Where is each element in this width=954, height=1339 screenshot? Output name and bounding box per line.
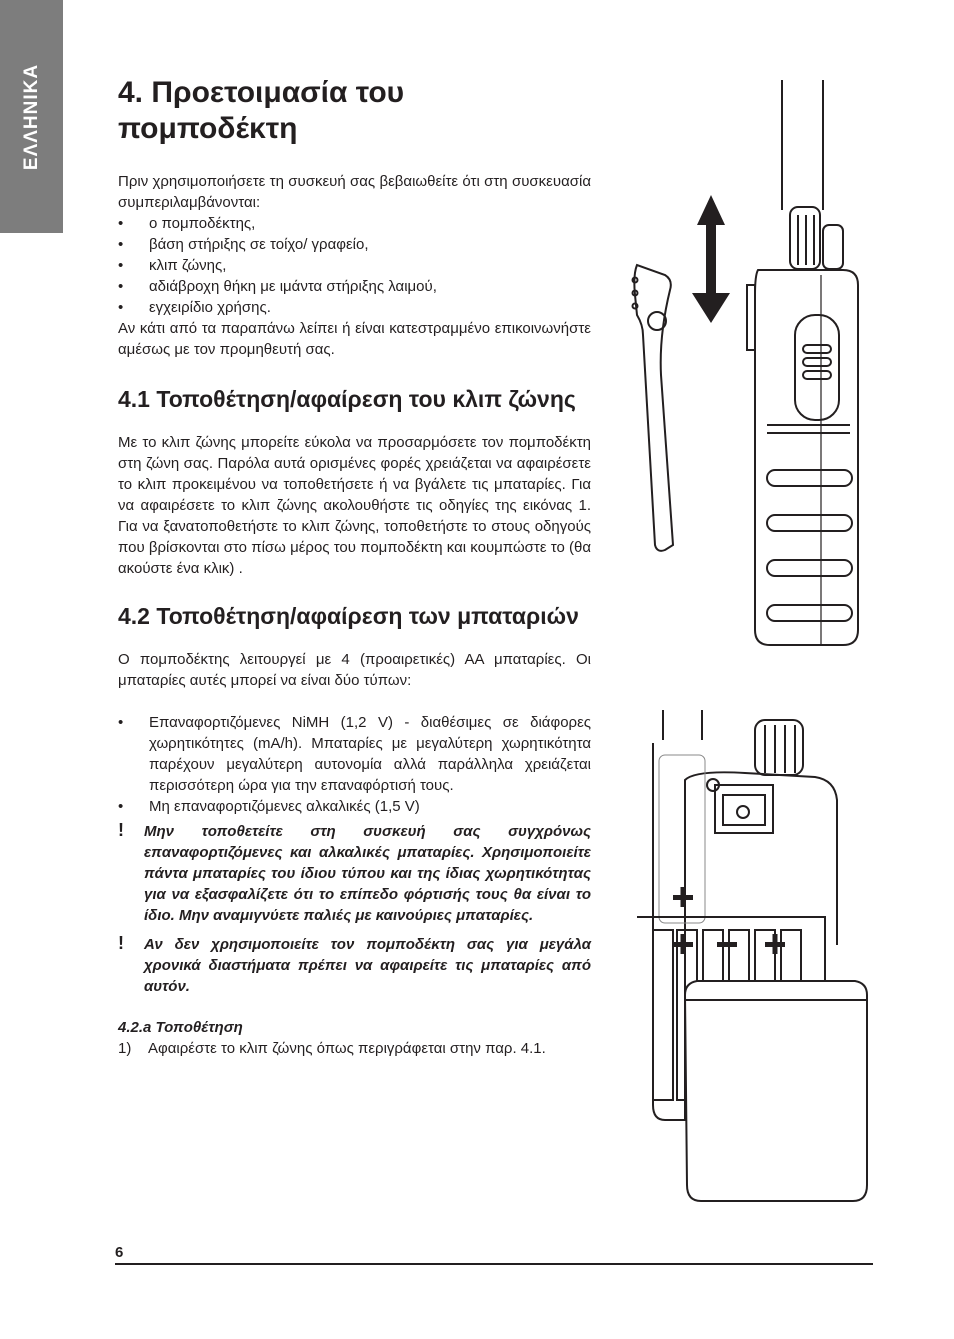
section-42-heading: 4.2 Τοποθέτηση/αφαίρεση των μπαταριών — [118, 603, 579, 629]
list-item: • αδιάβροχη θήκη με ιμάντα στήριξης λαιμού, — [118, 276, 591, 297]
warning-text: Αν δεν χρησιμοποιείτε τον πομποδέκτη σας για μεγάλα χρονικά διαστήματα πρέπει να αφαιρείτε τις μπαταρίες από αυτόν. — [144, 936, 591, 995]
list-item: • εγχειρίδιο χρήσης. — [118, 297, 591, 318]
battery-compartment-illustration — [625, 705, 885, 1210]
step-text: Αφαιρέστε το κλιπ ζώνης όπως περιγράφεται στην παρ. 4.1. — [148, 1040, 546, 1057]
list-item: • βάση στήριξης σε τοίχο/ γραφείο, — [118, 234, 591, 255]
section-41-body: Με το κλιπ ζώνης μπορείτε εύκολα να προσαρμόσετε τον πομποδέκτη στη ζώνη σας. Παρόλα αυτά ορισμένες φορές χρειάζεται να αφαιρέσετε το κλιπ προκειμένου να τοποθετήσετε ή να βγάλετε τις μπαταρίες. Για να αφαιρέσετε το κλιπ ζώνης ακολουθήστε τις οδηγίες της εικόνας 1. Για να ξανατοποθετήστε το κλιπ ζώνης, τοποθετήστε το στους οδηγούς που βρίσκονται στο πίσω μέρος του πομποδέκτη και κουμπώστε το (θα ακούστε ένα κλικ) . — [118, 434, 591, 577]
section-41-heading: 4.1 Τοποθέτηση/αφαίρεση του κλιπ ζώνης — [118, 386, 576, 412]
language-tab — [0, 0, 63, 233]
intro-paragraph: Πριν χρησιμοποιήσετε τη συσκευή σας βεβαιωθείτε ότι στη συσκευασία συμπεριλαμβάνονται: — [118, 173, 591, 211]
warning-icon: ! — [118, 820, 124, 840]
page-number: 6 — [115, 1244, 124, 1261]
installation-steps — [118, 1038, 591, 1059]
warning-mixing-batteries — [118, 821, 591, 926]
belt-clip-illustration — [625, 75, 885, 655]
battery-types-list — [118, 712, 591, 817]
list-item: • ο πομποδέκτης, — [118, 213, 591, 234]
list-item — [118, 1038, 591, 1059]
footer-divider — [115, 1263, 873, 1265]
list-item: • Επαναφορτιζόμενες NiMH (1,2 V) - διαθέσιμες σε διάφορες χωρητικότητες (mA/h). Μπαταρίες με μεγαλύτερη χωρητικότητα παρέχουν μεγαλύτερη αυτονομία αλλά παράλληλα χρειάζεται περισσότερη ώρα για την επαναφόρτισή τους. — [118, 712, 591, 796]
page-title: 4. Προετοιμασία του πομποδέκτη — [118, 76, 405, 145]
warning-text: Μην τοποθετείτε στη συσκευή σας συγχρόνως επαναφορτιζόμενες και αλκαλικές μπαταρίες. Χρησιμοποιείτε πάντα μπαταρίες του ίδιου τύπου και της ίδιας χωρητικότητας για να εξασφαλίζετε ότι το επίπεδο φόρτισής τους θα είναι το ίδιο. Μην αναμιγνύετε παλιές με καινούριες μπαταρίες. — [144, 823, 591, 924]
warning-remove-batteries — [118, 934, 591, 997]
list-item: • Μη επαναφορτιζόμενες αλκαλικές (1,5 V) — [118, 796, 591, 817]
step-number: 1) — [118, 1040, 132, 1057]
package-contents-list — [118, 213, 591, 318]
main-content — [118, 75, 591, 1059]
subsection-heading: 4.2.a Τοποθέτηση — [118, 1019, 243, 1036]
warning-icon: ! — [118, 933, 124, 953]
intro-note: Αν κάτι από τα παραπάνω λείπει ή είναι κατεστραμμένο επικοινωνήστε αμέσως με τον προμηθευτή σας. — [118, 320, 591, 358]
section-42-body: Ο πομποδέκτης λειτουργεί με 4 (προαιρετικές) ΑΑ μπαταρίες. Οι μπαταρίες αυτές μπορεί να είναι δύο τύπων: — [118, 651, 591, 689]
language-tab-label: ΕΛΛΗΝΙΚΑ — [20, 63, 42, 170]
list-item: • κλιπ ζώνης, — [118, 255, 591, 276]
